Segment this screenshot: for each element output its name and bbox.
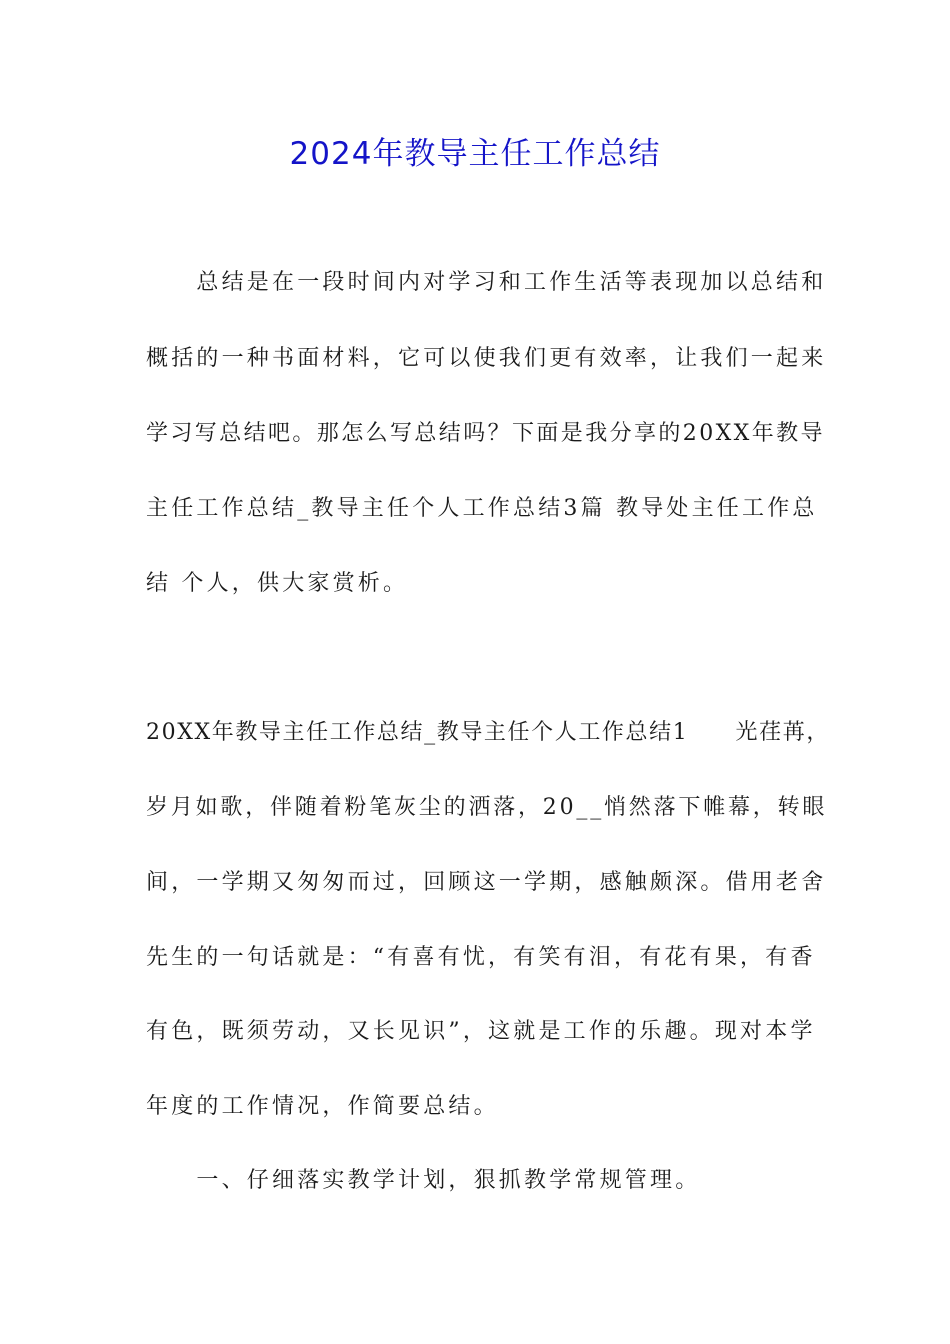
text-line: 20XX年教导主任工作总结_教导主任个人工作总结1 光荏苒， — [146, 720, 830, 745]
section-heading: 一、仔细落实教学计划，狠抓教学常规管理。 — [146, 1168, 701, 1193]
text-line: 概括的一种书面材料，它可以使我们更有效率，让我们一起来 — [146, 346, 827, 371]
text-line: 年度的工作情况，作简要总结。 — [146, 1094, 499, 1119]
text-line: 总结是在一段时间内对学习和工作生活等表现加以总结和 — [146, 270, 827, 295]
text-line: 先生的一句话就是：“有喜有忧，有笑有泪，有花有果，有香 — [146, 945, 816, 970]
text-line: 有色，既须劳动，又长见识”，这就是工作的乐趣。现对本学 — [146, 1019, 816, 1044]
text-line: 学习写总结吧。那怎么写总结吗？下面是我分享的20XX年教导 — [146, 421, 825, 446]
text-line: 结 个人，供大家赏析。 — [146, 571, 409, 596]
text-line: 岁月如歌，伴随着粉笔灰尘的洒落，20__悄然落下帷幕，转眼 — [146, 795, 828, 820]
text-line: 间，一学期又匆匆而过，回顾这一学期，感触颇深。借用老舍 — [146, 870, 827, 895]
text-line: 主任工作总结_教导主任个人工作总结3篇 教导处主任工作总 — [146, 496, 818, 521]
document-title: 2024年教导主任工作总结 — [289, 136, 661, 172]
